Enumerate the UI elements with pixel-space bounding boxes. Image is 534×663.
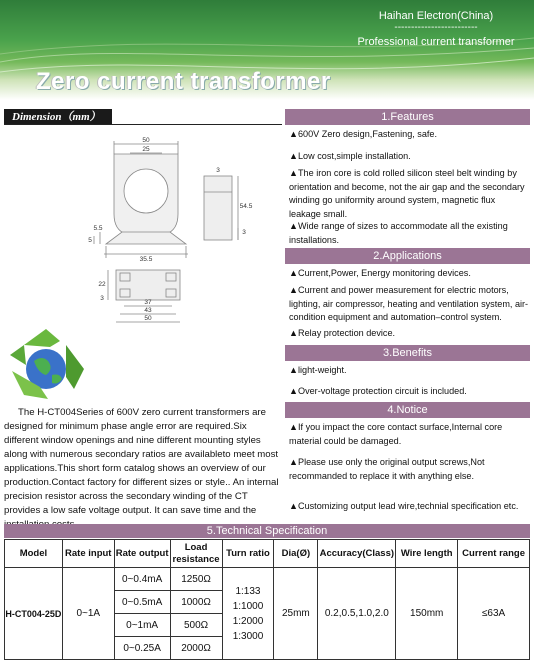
cell-wire-length: 150mm bbox=[396, 568, 458, 660]
dim-label-50-top: 50 bbox=[142, 137, 150, 144]
col-header-turn-ratio: Turn ratio bbox=[222, 540, 274, 568]
notice-item: ▲Customizing output lead wire,technial specification etc. bbox=[289, 501, 519, 511]
turn-ratio-value: 1:2000 bbox=[232, 615, 264, 627]
feature-item: ▲Wide range of sizes to accommodate all the existing installations. bbox=[289, 221, 508, 245]
benefit-item: ▲Over-voltage protection circuit is included. bbox=[289, 386, 467, 396]
dimension-drawing bbox=[86, 134, 276, 329]
dim-label-54-5: 54.5 bbox=[239, 203, 253, 210]
page-title: Zero current transformer bbox=[36, 68, 331, 95]
dim-label-5-5: 5.5 bbox=[93, 225, 103, 232]
cell-rate-input: 0~1A bbox=[62, 568, 114, 660]
brand-tagline: Professional current transformer bbox=[357, 36, 515, 48]
feature-item: ▲The iron core is cold rolled silicon steel belt winding by orientation and become, not the air gap and the secondary winding go uniformity around system, magnetic flux leakage small. bbox=[289, 168, 525, 219]
cell-model: H-CT004-25D bbox=[5, 568, 63, 660]
turn-ratio-value: 1:133 bbox=[235, 585, 261, 597]
col-header-model: Model bbox=[5, 540, 63, 568]
cell-load: 500Ω bbox=[170, 614, 222, 637]
dim-label-3-left: 3 bbox=[100, 295, 104, 302]
notice-item: ▲If you impact the core contact surface,Internal core material could be damaged. bbox=[289, 422, 503, 446]
col-header-dia: Dia(Ø) bbox=[274, 540, 318, 568]
col-header-current-range: Current range bbox=[458, 540, 530, 568]
dim-label-50-bottom: 50 bbox=[144, 315, 152, 322]
application-item: ▲Current,Power, Energy monitoring devices. bbox=[289, 268, 471, 278]
col-header-accuracy: Accuracy(Class) bbox=[318, 540, 396, 568]
cell-accuracy: 0.2,0.5,1.0,2.0 bbox=[318, 568, 396, 660]
dim-label-22: 22 bbox=[98, 281, 106, 288]
spec-table bbox=[4, 539, 530, 660]
cell-rate-output: 0~0.5mA bbox=[114, 591, 170, 614]
turn-ratio-value: 1:1000 bbox=[232, 600, 264, 612]
product-description: The H-CT004Series of 600V zero current transformers are designed for minimum phase angle error are required.Six different window openings and nine different mounting styles along with numerous secondary ratios are availableto meet most applications.This short form catalog shows an overview of our production.Contact factory for different sizes or style.. An internal precision resistor across the secondary winding of the CT provides a low safe voltage output. It can save time and the bbox=[4, 407, 279, 516]
cell-dia: 25mm bbox=[274, 568, 318, 660]
notice-item: ▲Please use only the original output screws,Not recommanded to replace it with anything else. bbox=[289, 457, 485, 481]
dim-label-37: 37 bbox=[144, 299, 152, 306]
spec-header-row bbox=[5, 540, 530, 568]
application-item: ▲Current and power measurement for electric motors, lighting, air compressor, heating and ventilation system, air-condition equipment and automation–control system. bbox=[289, 285, 529, 322]
cell-load: 1250Ω bbox=[170, 568, 222, 591]
section-head-notice: 4.Notice bbox=[285, 402, 530, 418]
benefit-item: ▲light-weight. bbox=[289, 365, 347, 375]
section-head-features: 1.Features bbox=[285, 109, 530, 125]
turn-ratio-value: 1:3000 bbox=[232, 630, 264, 642]
brand-name: Haihan Electron(China) bbox=[378, 10, 494, 22]
feature-item: ▲Low cost,simple installation. bbox=[289, 151, 411, 161]
dim-label-3-side: 3 bbox=[216, 167, 220, 174]
cell-load: 1000Ω bbox=[170, 591, 222, 614]
cell-turn-ratio bbox=[222, 568, 274, 660]
cell-rate-output: 0~0.25A bbox=[114, 637, 170, 660]
brand-block bbox=[356, 10, 516, 48]
cell-rate-output: 0~0.4mA bbox=[114, 568, 170, 591]
section-head-benefits: 3.Benefits bbox=[285, 345, 530, 361]
recycle-globe-icon bbox=[4, 325, 88, 403]
dim-label-3: 3 bbox=[242, 229, 246, 236]
dim-label-35-5: 35.5 bbox=[139, 256, 153, 263]
cell-rate-output: 0~1mA bbox=[114, 614, 170, 637]
cell-load: 2000Ω bbox=[170, 637, 222, 660]
feature-item: ▲600V Zero design,Fastening, safe. bbox=[289, 129, 438, 139]
dim-label-25: 25 bbox=[142, 146, 150, 153]
col-header-wire-length: Wire length bbox=[396, 540, 458, 568]
col-header-rate-input: Rate input bbox=[62, 540, 114, 568]
dim-label-43: 43 bbox=[144, 307, 152, 314]
table-row bbox=[5, 568, 530, 591]
section-head-spec: 5.Technical Specification bbox=[4, 524, 530, 538]
dim-label-5: 5 bbox=[88, 237, 92, 244]
dimension-title: Dimension（mm） bbox=[4, 109, 112, 125]
col-header-load-resistance: Load resistance bbox=[170, 540, 222, 568]
header-banner bbox=[0, 0, 534, 100]
dimension-divider bbox=[4, 124, 282, 125]
cell-current-range: ≤63A bbox=[458, 568, 530, 660]
col-header-rate-output: Rate output bbox=[114, 540, 170, 568]
section-head-applications: 2.Applications bbox=[285, 248, 530, 264]
brand-divider: ------------------------- bbox=[394, 22, 478, 33]
application-item: ▲Relay protection device. bbox=[289, 328, 396, 338]
